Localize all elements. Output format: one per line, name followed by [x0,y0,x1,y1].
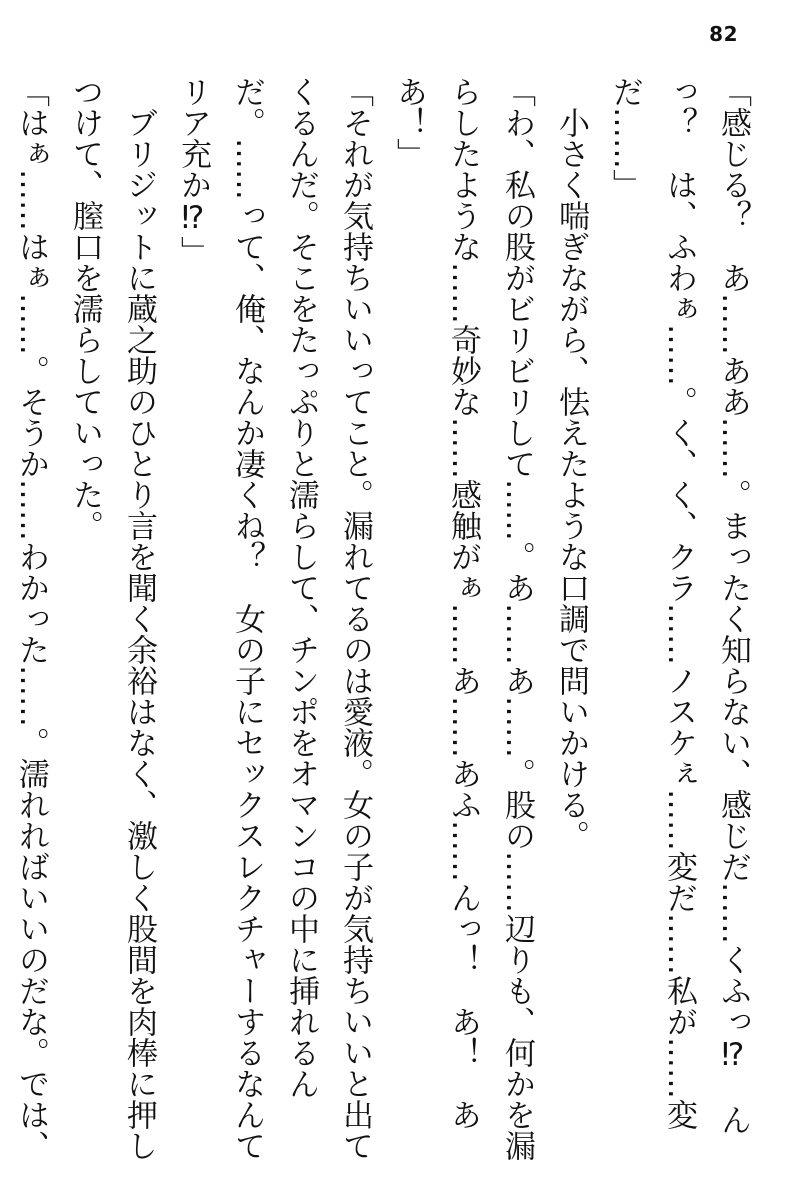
novel-body-text [13,76,760,1176]
paragraph-dialogue: 「わ、私の股がビリビリして……。あ……あ……。股の……辺りも、何かを漏らしたような……奇妙な……感触がぁ……あ……あふ……んっ！ あ！ ああ！」 [391,76,535,1161]
paragraph-dialogue: 「それが気持ちいいってこと。漏れてるのは愛液。女の子が気持ちいいと出てくるんだ。そこをたっぷりと濡らして、チンポをオマンコの中に挿れるんだ。……って、俺、なんか凄くね？ 女の子にセックスレクチャーするなんてリア充か⁉」 [175,76,373,1161]
paragraph-dialogue: 「感じる？ あ……ああ……。まったく知らない、感じだ……くふっ⁉ んっ？ は、ふわぁ……。く、く、クラ……ノスケぇ……変だ……私が……変だ……」 [607,76,751,1135]
page-number: 82 [709,22,738,46]
paragraph-dialogue: 「はぁ……はぁ……。そうか……わかった……。濡れればいいのだな。では、 [13,76,49,1161]
paragraph-narration: ブリジットに蔵之助のひとり言を聞く余裕はなく、激しく股間を肉棒に押しつけて、膣口を濡らしていった。 [67,76,157,1161]
paragraph-narration: 小さく喘ぎながら、怯えたような口調で問いかける。 [553,107,589,851]
